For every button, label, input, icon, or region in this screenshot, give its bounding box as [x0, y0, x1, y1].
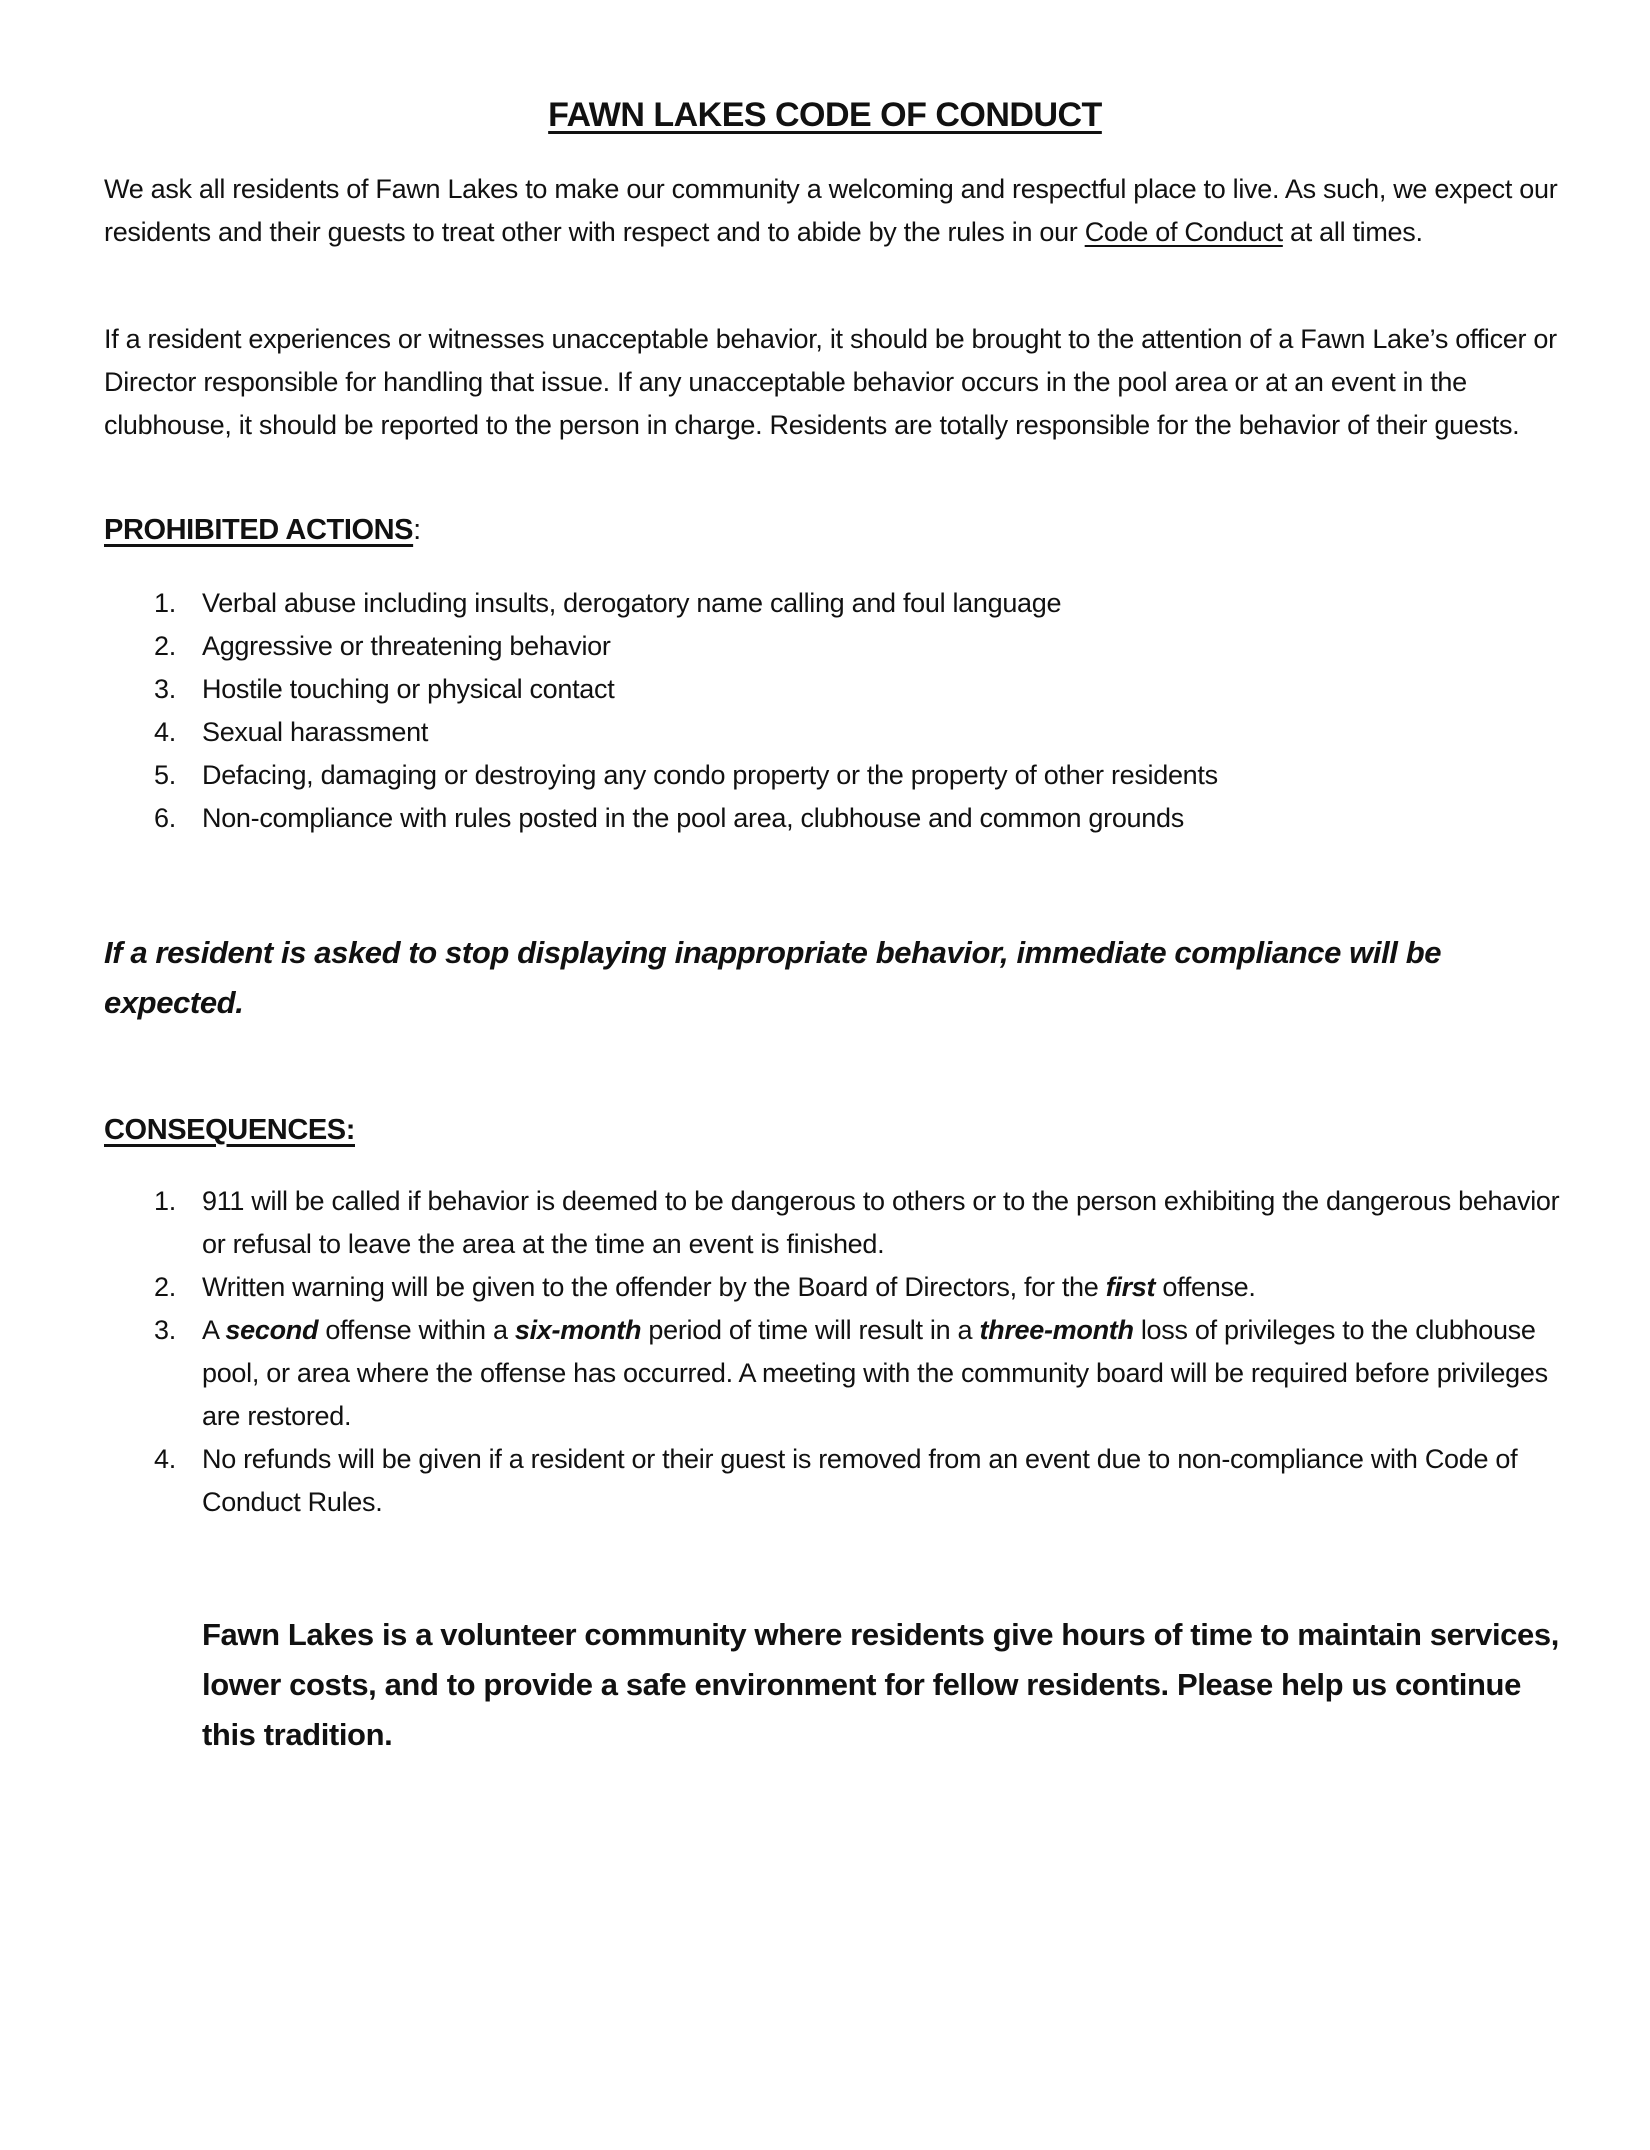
- list-item: [0, 668, 1650, 711]
- list-number: 4.: [154, 1444, 176, 1474]
- prohibited-actions-heading: [104, 514, 421, 547]
- document-title: FAWN LAKES CODE OF CONDUCT: [548, 96, 1102, 134]
- closing-statement: Fawn Lakes is a volunteer community where residents give hours of time to maintain services, lower costs, and to provide a safe environment for fellow residents. Please help us continue this tradition.: [202, 1617, 1559, 1752]
- list-item-text: Written warning will be given to the offender by the Board of Directors, for the: [202, 1272, 1106, 1302]
- prohibited-actions-heading-text: PROHIBITED ACTIONS: [104, 514, 414, 546]
- list-item-text: loss of privileges to the clubhouse pool, or area where the offense has occurred. A meeting with the community board will be required before privileges are restored.: [202, 1315, 1548, 1431]
- list-item: [0, 797, 1650, 840]
- list-number: 1.: [154, 1186, 176, 1216]
- consequences-heading-text: CONSEQUENCES:: [104, 1114, 355, 1146]
- list-item: [0, 711, 1650, 754]
- code-of-conduct-reference: Code of Conduct: [1084, 217, 1283, 247]
- compliance-callout: If a resident is asked to stop displaying inappropriate behavior, immediate compliance will be expected.: [104, 935, 1442, 1020]
- emphasis-second: second: [225, 1315, 319, 1345]
- list-item-text: offense within a: [318, 1315, 515, 1345]
- list-item-text: A: [202, 1315, 226, 1345]
- list-item-text: Aggressive or threatening behavior: [202, 631, 611, 661]
- list-item-text: Verbal abuse including insults, derogatory name calling and foul language: [202, 588, 1062, 618]
- consequences-list: [0, 1180, 1650, 1524]
- reporting-paragraph: If a resident experiences or witnesses unacceptable behavior, it should be brought to the attention of a Fawn Lake’s officer or Director responsible for handling that issue. If any unacceptable behavior occurs in the pool area or at an event in the clubhouse, it should be reported to the person in charge. Residents are totally responsible for the behavior of their guests.: [104, 324, 1557, 440]
- list-number: 5.: [154, 760, 176, 790]
- list-item: [0, 1266, 1650, 1309]
- prohibited-actions-list: [0, 582, 1650, 840]
- list-item-text: No refunds will be given if a resident or their guest is removed from an event due to non-compliance with Code of Conduct Rules.: [202, 1444, 1518, 1517]
- consequences-heading: [104, 1114, 355, 1147]
- emphasis-six-month: six-month: [514, 1315, 642, 1345]
- emphasis-three-month: three-month: [979, 1315, 1134, 1345]
- list-item: [0, 754, 1650, 797]
- list-item: [0, 625, 1650, 668]
- list-item-text: Hostile touching or physical contact: [202, 674, 615, 704]
- list-item: [0, 1438, 1650, 1524]
- emphasis-first: first: [1105, 1272, 1156, 1302]
- list-item-text: period of time will result in a: [641, 1315, 980, 1345]
- list-item-text: Defacing, damaging or destroying any condo property or the property of other residents: [202, 760, 1218, 790]
- list-item-text: Sexual harassment: [202, 717, 429, 747]
- list-number: 6.: [154, 803, 176, 833]
- heading-colon: :: [413, 514, 421, 546]
- list-item-text: Non-compliance with rules posted in the pool area, clubhouse and common grounds: [202, 803, 1184, 833]
- list-item: [0, 1180, 1650, 1266]
- list-item: [0, 582, 1650, 625]
- intro-paragraph: [104, 168, 1574, 254]
- intro-text-after: at all times.: [1282, 217, 1423, 247]
- intro-text-before: We ask all residents of Fawn Lakes to make our community a welcoming and respectful place to live. As such, we expect our residents and their guests to treat other with respect and to abide by the rules in our: [104, 174, 1558, 247]
- list-number: 2.: [154, 631, 176, 661]
- list-number: 3.: [154, 1315, 176, 1345]
- list-number: 4.: [154, 717, 176, 747]
- list-number: 1.: [154, 588, 176, 618]
- list-number: 3.: [154, 674, 176, 704]
- list-item-text: 911 will be called if behavior is deemed to be dangerous to others or to the person exhibiting the dangerous behavior or refusal to leave the area at the time an event is finished.: [202, 1186, 1560, 1259]
- list-number: 2.: [154, 1272, 176, 1302]
- list-item: [0, 1309, 1650, 1438]
- list-item-text: offense.: [1155, 1272, 1256, 1302]
